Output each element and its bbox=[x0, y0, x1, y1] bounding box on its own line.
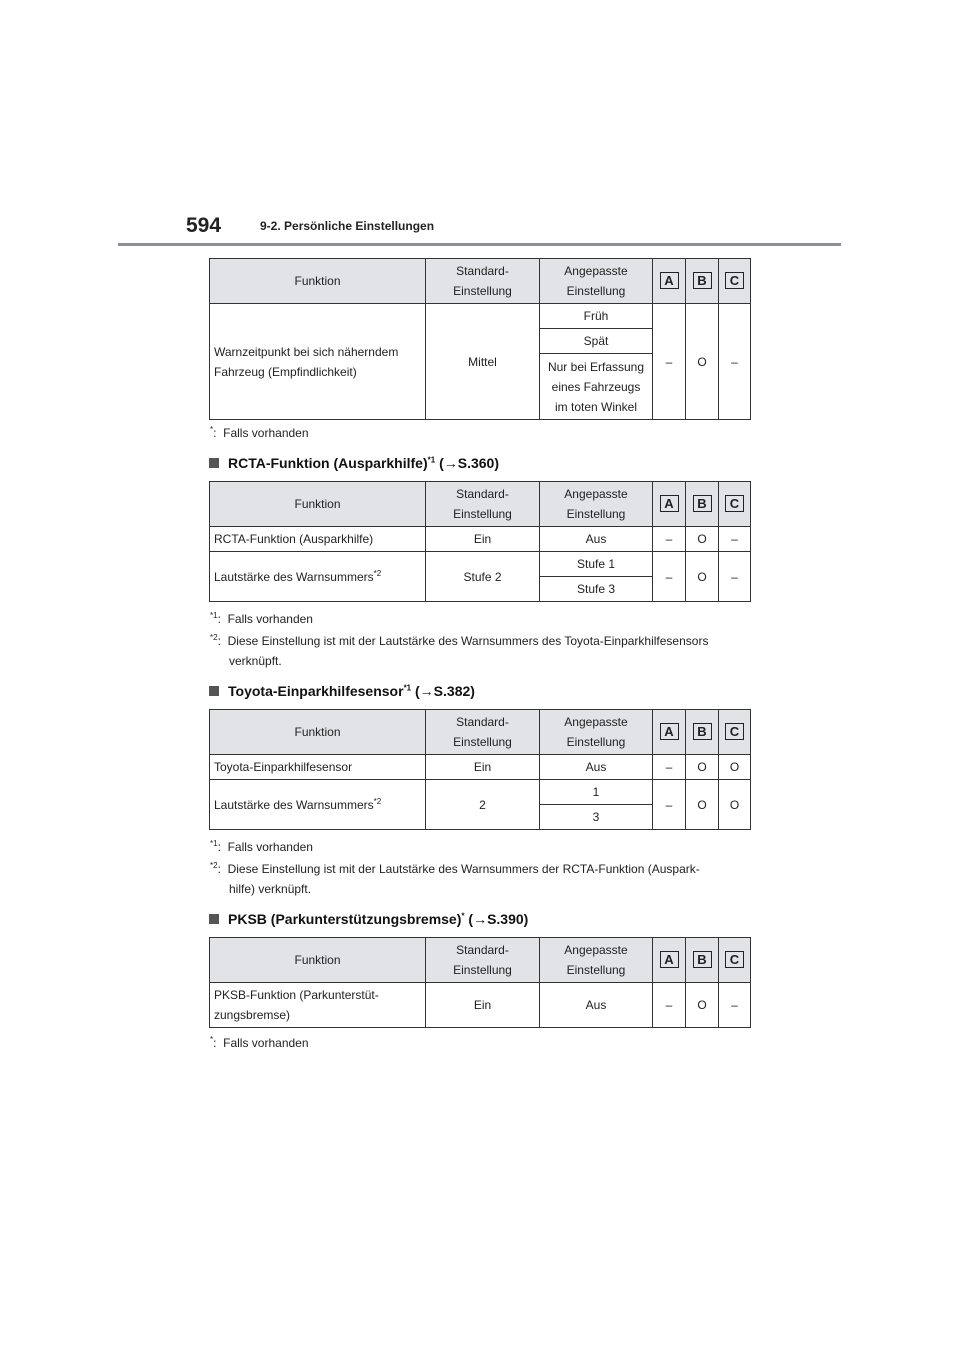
cell-c: – bbox=[719, 552, 751, 602]
col-header-funktion: Funktion bbox=[210, 482, 426, 527]
cell-a: – bbox=[653, 755, 686, 780]
cell-b: O bbox=[686, 983, 719, 1028]
cell-standard: Ein bbox=[426, 755, 540, 780]
col-header-c: C bbox=[719, 259, 751, 304]
cell-option: Spät bbox=[540, 329, 653, 354]
chapter-title: 9-2. Persönliche Einstellungen bbox=[260, 219, 435, 233]
cell-a: – bbox=[653, 527, 686, 552]
cell-c: O bbox=[719, 780, 751, 830]
cell-option: 3 bbox=[540, 805, 653, 830]
cell-standard: Ein bbox=[426, 983, 540, 1028]
cell-a: – bbox=[653, 304, 686, 420]
cell-b: O bbox=[686, 755, 719, 780]
col-header-a: A bbox=[653, 710, 686, 755]
cell-angepasst: Aus bbox=[540, 755, 653, 780]
col-header-angepasst: Angepasste Einstellung bbox=[540, 259, 653, 304]
cell-angepasst: Aus bbox=[540, 983, 653, 1028]
settings-table-warnzeitpunkt bbox=[209, 258, 751, 420]
col-header-funktion: Funktion bbox=[210, 938, 426, 983]
col-header-a: A bbox=[653, 259, 686, 304]
footnote: $^{*2}$: Diese Einstellung ist mit der Lautstärke des Warnsummers der RCTA-Funktion (Auspark- hilfe) verknüpft. bbox=[210, 861, 700, 896]
table-row bbox=[210, 983, 751, 1028]
settings-table-rcta bbox=[209, 481, 751, 602]
col-header-a: A bbox=[653, 482, 686, 527]
cell-option: Nur bei Erfassung eines Fahrzeugs im toten Winkel bbox=[540, 354, 653, 420]
footnote: *: Falls vorhanden bbox=[210, 1035, 309, 1050]
col-header-standard: Standard- Einstellung bbox=[426, 482, 540, 527]
col-header-c: C bbox=[719, 482, 751, 527]
footnote: $^{*2}$: Diese Einstellung ist mit der Lautstärke des Warnsummers des Toyota-Einparkhilfesensors verknüpft. bbox=[210, 633, 709, 668]
col-header-b: B bbox=[686, 259, 719, 304]
section-heading-einparkhilfe: Toyota-Einparkhilfesensor$^{*1}$ (→S.382) bbox=[209, 683, 475, 699]
settings-table-einparkhilfe bbox=[209, 709, 751, 830]
section-heading-rcta: RCTA-Funktion (Ausparkhilfe)$^{*1}$ (→S.360) bbox=[209, 455, 499, 471]
col-header-b: B bbox=[686, 938, 719, 983]
cell-funktion: Toyota-Einparkhilfesensor bbox=[210, 755, 426, 780]
cell-standard: Ein bbox=[426, 527, 540, 552]
cell-angepasst: Aus bbox=[540, 527, 653, 552]
table-row bbox=[210, 780, 751, 805]
table-row bbox=[210, 755, 751, 780]
cell-b: O bbox=[686, 780, 719, 830]
settings-table-pksb bbox=[209, 937, 751, 1028]
col-header-funktion: Funktion bbox=[210, 710, 426, 755]
cell-option: Stufe 1 bbox=[540, 552, 653, 577]
cell-option: 1 bbox=[540, 780, 653, 805]
cell-standard: 2 bbox=[426, 780, 540, 830]
cell-option: Früh bbox=[540, 304, 653, 329]
cell-funktion: Lautstärke des Warnsummers$^{*2}$ bbox=[210, 552, 426, 602]
col-header-standard: Standard- Einstellung bbox=[426, 938, 540, 983]
cell-funktion: Lautstärke des Warnsummers$^{*2}$ bbox=[210, 780, 426, 830]
table-row bbox=[210, 552, 751, 577]
footnote: *: Falls vorhanden bbox=[210, 425, 309, 440]
col-header-b: B bbox=[686, 482, 719, 527]
footnote: $^{*1}$: Falls vorhanden bbox=[210, 839, 313, 854]
col-header-angepasst: Angepasste Einstellung bbox=[540, 482, 653, 527]
cell-option: Stufe 3 bbox=[540, 577, 653, 602]
cell-standard: Stufe 2 bbox=[426, 552, 540, 602]
cell-c: – bbox=[719, 983, 751, 1028]
col-header-a: A bbox=[653, 938, 686, 983]
col-header-c: C bbox=[719, 710, 751, 755]
col-header-angepasst: Angepasste Einstellung bbox=[540, 938, 653, 983]
col-header-b: B bbox=[686, 710, 719, 755]
table-row bbox=[210, 527, 751, 552]
cell-funktion: Warnzeitpunkt bei sich näherndem Fahrzeug (Empfindlichkeit) bbox=[210, 304, 426, 420]
col-header-c: C bbox=[719, 938, 751, 983]
page-number: 594 bbox=[186, 214, 222, 237]
cell-b: O bbox=[686, 552, 719, 602]
header-rule bbox=[118, 243, 841, 246]
cell-c: O bbox=[719, 755, 751, 780]
cell-b: O bbox=[686, 527, 719, 552]
section-heading-pksb: PKSB (Parkunterstützungsbremse)* (→S.390) bbox=[209, 911, 528, 927]
cell-a: – bbox=[653, 552, 686, 602]
square-bullet-icon bbox=[209, 458, 219, 468]
col-header-standard: Standard- Einstellung bbox=[426, 259, 540, 304]
cell-c: – bbox=[719, 527, 751, 552]
footnote: $^{*1}$: Falls vorhanden bbox=[210, 611, 313, 626]
cell-funktion: RCTA-Funktion (Ausparkhilfe) bbox=[210, 527, 426, 552]
col-header-standard: Standard- Einstellung bbox=[426, 710, 540, 755]
cell-c: – bbox=[719, 304, 751, 420]
square-bullet-icon bbox=[209, 686, 219, 696]
cell-b: O bbox=[686, 304, 719, 420]
square-bullet-icon bbox=[209, 914, 219, 924]
cell-a: – bbox=[653, 983, 686, 1028]
cell-funktion: PKSB-Funktion (Parkunterstüt- zungsbremse) bbox=[210, 983, 426, 1028]
col-header-funktion: Funktion bbox=[210, 259, 426, 304]
col-header-angepasst: Angepasste Einstellung bbox=[540, 710, 653, 755]
cell-a: – bbox=[653, 780, 686, 830]
cell-standard: Mittel bbox=[426, 304, 540, 420]
